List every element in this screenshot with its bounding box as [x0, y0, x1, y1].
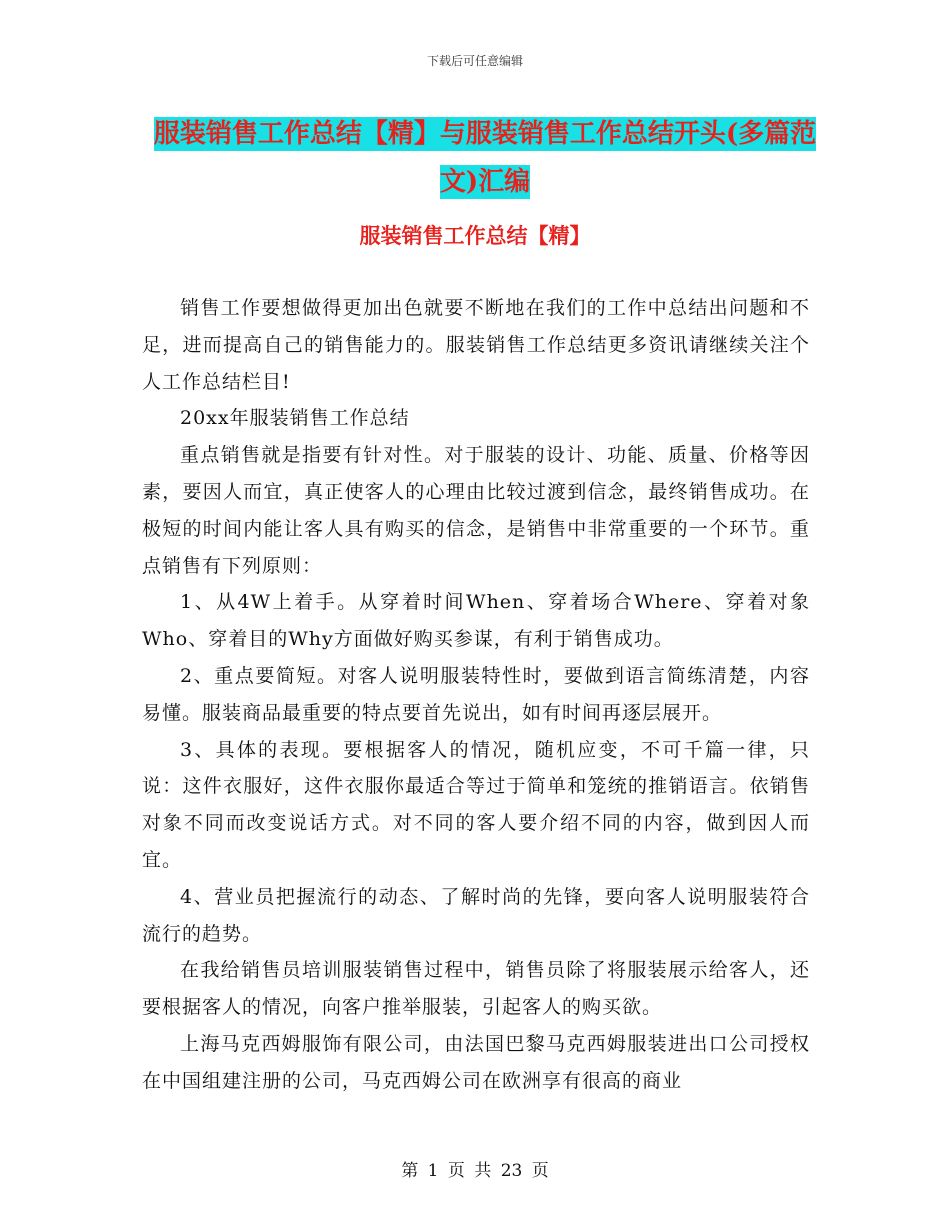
section-title: 服装销售工作总结【精】	[359, 223, 591, 248]
header-note: 下载后可任意编辑	[426, 54, 523, 68]
paragraph: 2、重点要简短。对客人说明服装特性时，要做到语言简练清楚，内容易懂。服装商品最重要的特点要首先说出，如有时间再逐层展开。	[142, 664, 810, 724]
page-number: 第 1 页 共 23 页	[401, 1161, 549, 1181]
paragraph: 4、营业员把握流行的动态、了解时尚的先锋，要向客人说明服装符合流行的趋势。	[142, 885, 810, 945]
paragraph: 销售工作要想做得更加出色就要不断地在我们的工作中总结出问题和不足，进而提高自己的销售能力的。服装销售工作总结更多资讯请继续关注个人工作总结栏目!	[142, 297, 810, 393]
paragraph: 20xx年服装销售工作总结	[180, 407, 410, 430]
document-body	[142, 290, 810, 1100]
document-title	[140, 110, 830, 206]
document-title-text: 服装销售工作总结【精】与服装销售工作总结开头(多篇范文)汇编	[153, 119, 817, 197]
paragraph: 1、从4W上着手。从穿着时间When、穿着场合Where、穿着对象Who、穿着目的Why方面做好购买参谋，有利于销售成功。	[142, 591, 810, 651]
paragraph: 3、具体的表现。要根据客人的情况，随机应变，不可千篇一律，只说：这件衣服好，这件衣服你最适合等过于简单和笼统的推销语言。依销售对象不同而改变说话方式。对不同的客人要介绍不同的内容，做到因人而宜。	[142, 738, 810, 871]
paragraph: 重点销售就是指要有针对性。对于服装的设计、功能、质量、价格等因素，要因人而宜，真正使客人的心理由比较过渡到信念，最终销售成功。在极短的时间内能让客人具有购买的信念，是销售中非常重要的一个环节。重点销售有下列原则：	[142, 444, 810, 577]
paragraph: 上海马克西姆服饰有限公司，由法国巴黎马克西姆服装进出口公司授权在中国组建注册的公司，马克西姆公司在欧洲享有很高的商业	[142, 1032, 810, 1092]
paragraph: 在我给销售员培训服装销售过程中，销售员除了将服装展示给客人，还要根据客人的情况，向客户推举服装，引起客人的购买欲。	[142, 959, 810, 1019]
